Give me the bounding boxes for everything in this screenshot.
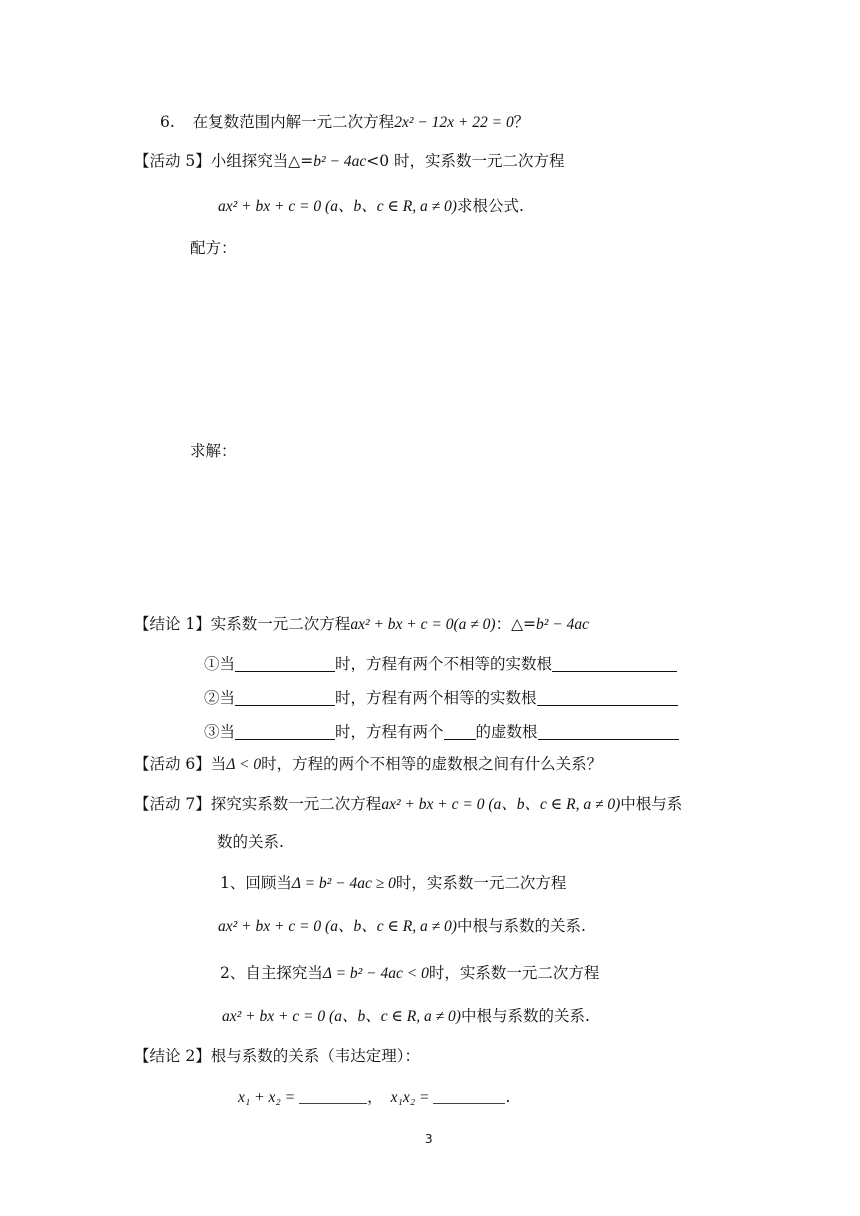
conclusion-tag: 【结论 1】 [134,615,211,633]
fill-blank [235,690,335,706]
discriminant: b² − 4ac [313,153,367,170]
step-prefix: 1、回顾当 [220,874,292,892]
activity-7-equation: ax² + bx + c = 0 (a、b、c ∈ R, a ≠ 0) [381,796,621,813]
item-prefix: ②当 [204,689,236,707]
activity-text: 小组探究当△= [210,152,314,170]
activity-text-2: 时，方程的两个不相等的虚数根之间有什么关系？ [261,755,603,773]
question-mark: ？ [513,113,530,131]
activity-tag: 【活动 6】 [134,755,211,773]
step-equation: ax² + bx + c = 0 (a、b、c ∈ R, a ≠ 0) [218,918,457,935]
item-text-2: 的虚数根 [475,723,538,741]
activity-5-heading [134,150,565,173]
period: . [505,1088,511,1106]
question-equation: 2x² − 12x + 22 = 0 [394,114,514,131]
activity-text-2: <0 时，实系数一元二次方程 [366,152,565,170]
conclusion-tag: 【结论 2】 [134,1047,211,1065]
step-condition: Δ = b² − 4ac < 0 [322,965,429,982]
activity-text: 探究实系数一元二次方程 [210,795,382,813]
page-number: 3 [425,1132,433,1146]
fill-blank [235,724,335,740]
separator: ， [367,1088,383,1106]
conclusion-item-1 [204,653,677,675]
activity-text-2: 中根与系 [620,795,683,813]
activity-7-step-1-equation [218,915,586,938]
question-6 [160,111,529,134]
fill-blank [433,1090,505,1104]
conclusion-discriminant: b² − 4ac [535,616,589,633]
conclusion-text: 根与系数的关系（韦达定理）： [210,1047,421,1065]
activity-6 [134,753,602,776]
item-text: 时，方程有两个相等的实数根 [335,689,537,707]
delta-condition: Δ < 0 [226,756,262,773]
step-equation: ax² + bx + c = 0 (a、b、c ∈ R, a ≠ 0) [222,1008,461,1025]
item-text: 时，方程有两个不相等的实数根 [335,655,553,673]
fill-blank [235,656,335,672]
fill-blank [538,724,679,740]
activity-5-tail: 求根公式. [456,197,524,215]
item-prefix: ①当 [204,655,236,673]
activity-5-equation-line [218,195,524,218]
activity-5-equation: ax² + bx + c = 0 (a、b、c ∈ R, a ≠ 0) [218,198,457,215]
root-product: x₁x₂ = [390,1089,430,1106]
step-prefix: 2、自主探究当 [220,964,323,982]
qiujie-label: 求解： [190,442,237,460]
activity-7-step-2 [220,962,599,985]
step-condition: Δ = b² − 4ac ≥ 0 [291,875,396,892]
item-text: 时，方程有两个 [335,723,444,741]
activity-7-step-1 [220,872,566,895]
fill-blank [537,690,678,706]
step-text: 时，实系数一元二次方程 [395,874,567,892]
conclusion-1-heading [134,613,589,636]
conclusion-item-2 [204,687,678,709]
fill-blank [299,1090,367,1104]
activity-tag: 【活动 7】 [134,795,211,813]
question-number: 6. [160,113,175,131]
fill-blank [552,656,677,672]
question-text: 在复数范围内解一元二次方程 [192,113,395,131]
activity-tag: 【活动 5】 [134,152,211,170]
activity-7-continuation: 数的关系. [217,833,284,851]
step-tail: 中根与系数的关系. [456,917,586,935]
peifang-label: 配方： [190,239,237,257]
activity-text: 当 [210,755,227,773]
fill-blank [444,724,476,740]
conclusion-colon: ：△= [495,615,536,633]
activity-7-heading [134,793,682,816]
conclusion-equation: ax² + bx + c = 0(a ≠ 0) [350,616,496,633]
root-sum: x₁ + x₂ = [238,1089,296,1106]
conclusion-item-3 [204,721,679,743]
conclusion-2-heading [134,1045,420,1067]
step-text: 时，实系数一元二次方程 [428,964,600,982]
activity-7-step-2-equation [222,1005,590,1028]
vieta-formulas [238,1086,510,1109]
conclusion-text: 实系数一元二次方程 [210,615,351,633]
item-prefix: ③当 [204,723,236,741]
step-tail: 中根与系数的关系. [460,1007,590,1025]
